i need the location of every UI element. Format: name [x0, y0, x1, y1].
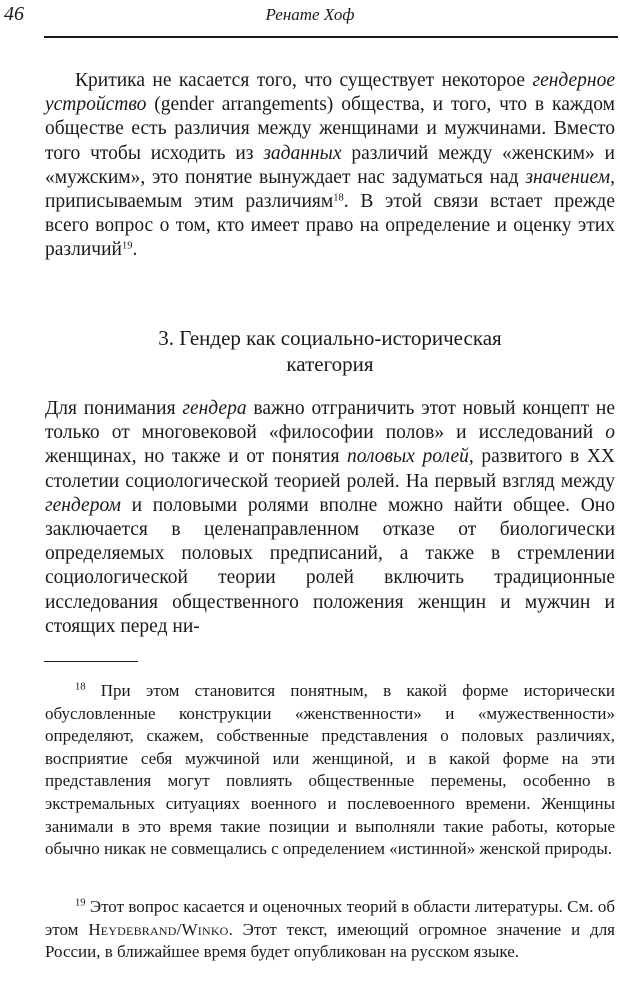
- paragraph-1-text: . В этой связи встает прежде всего вопрос о том, кто имеет право на определение и оценку этих различий: [45, 191, 615, 261]
- emphasis-gender-arrangement: гендерное устройство: [45, 70, 615, 116]
- citation-authors: Heydebrand/Winko: [88, 919, 229, 939]
- emphasis-gender: гендера: [182, 398, 247, 419]
- section-heading: [45, 325, 615, 377]
- header-rule: [44, 36, 618, 38]
- emphasis-sex-roles: половых ролей,: [347, 446, 474, 468]
- footnote-19-text: Этот вопрос касается и оценочных теорий в области литературы. См. об этом: [45, 897, 615, 939]
- emphasis-given: заданных: [263, 142, 342, 164]
- section-heading-line-2: категория: [286, 352, 374, 376]
- footnote-ref-18[interactable]: 18: [333, 192, 344, 204]
- footnote-ref-19[interactable]: 19: [121, 241, 133, 253]
- footnote-rule: [44, 661, 138, 662]
- running-head: Ренате Хоф: [265, 5, 355, 24]
- paragraph-2: [45, 397, 615, 639]
- paragraph-2-text: и половыми ролями вполне можно найти общее. Оно заключается в целенаправленном отказе от биологически определяемых половых предписаний, а также в стремлении социологической теории ролей включить традиционные исследования общественного положения женщин и мужчин и стоящих перед ни-: [45, 494, 615, 637]
- footnote-19-number: 19: [75, 897, 86, 909]
- section-heading-line-1: 3. Гендер как социально-историческая: [158, 326, 502, 350]
- footnote-18-number: 18: [75, 681, 86, 693]
- paragraph-1: [45, 69, 615, 263]
- footnote-19-text: . Этот текст, имеющий огромное значение и для России, в ближайшее время будет опубликован на русском языке.: [45, 919, 615, 962]
- paragraph-1-text: , приписываемым этим различиям: [45, 166, 615, 213]
- paragraph-1-text: .: [132, 239, 138, 261]
- paragraph-2-text: важно отграничить этот новый концепт не только от многовековой «философии полов» и исследований: [45, 398, 615, 444]
- paragraph-2-text: Для понимания: [45, 398, 183, 419]
- footnote-18-text: При этом становится понятным, в какой форме исторически обусловленные конструкции «женственности» и «мужественности» определяют, скажем, собственные представления о половых различиях, восприятие себя мужчиной или женщиной, и в какой форме на эти представления могут повлиять общественные перемены, особенно в экстремальных ситуациях военного и послевоенного времени. Женщины занимали в это время такие позиции и выполняли такие работы, которые обычно никак не совмещались с определением «истинной» женской природы.: [45, 681, 615, 859]
- emphasis-about: о: [605, 422, 615, 444]
- paragraph-1-text: различий между «женским» и «мужским», это понятие вынуждает нас задуматься над: [45, 142, 615, 188]
- emphasis-meaning: значением: [525, 166, 611, 188]
- paragraph-1-text: (gender arrangements) общества, и того, что в каждом обществе есть различия между женщинами и мужчинами. Вместо того чтобы исходить из: [45, 94, 615, 164]
- paragraph-2-text: развитого в XX столетии социологической теорией ролей. На первый взгляд между: [45, 446, 616, 492]
- footnote-18: [45, 680, 615, 861]
- footnote-19: [45, 896, 615, 964]
- paragraph-2-text: женщинах, но также и от понятия: [45, 446, 348, 468]
- paragraph-1-text: Критика не касается того, что существует некоторое: [75, 70, 533, 91]
- page-number: 46: [4, 3, 24, 25]
- emphasis-gender-instr: гендером: [45, 494, 121, 516]
